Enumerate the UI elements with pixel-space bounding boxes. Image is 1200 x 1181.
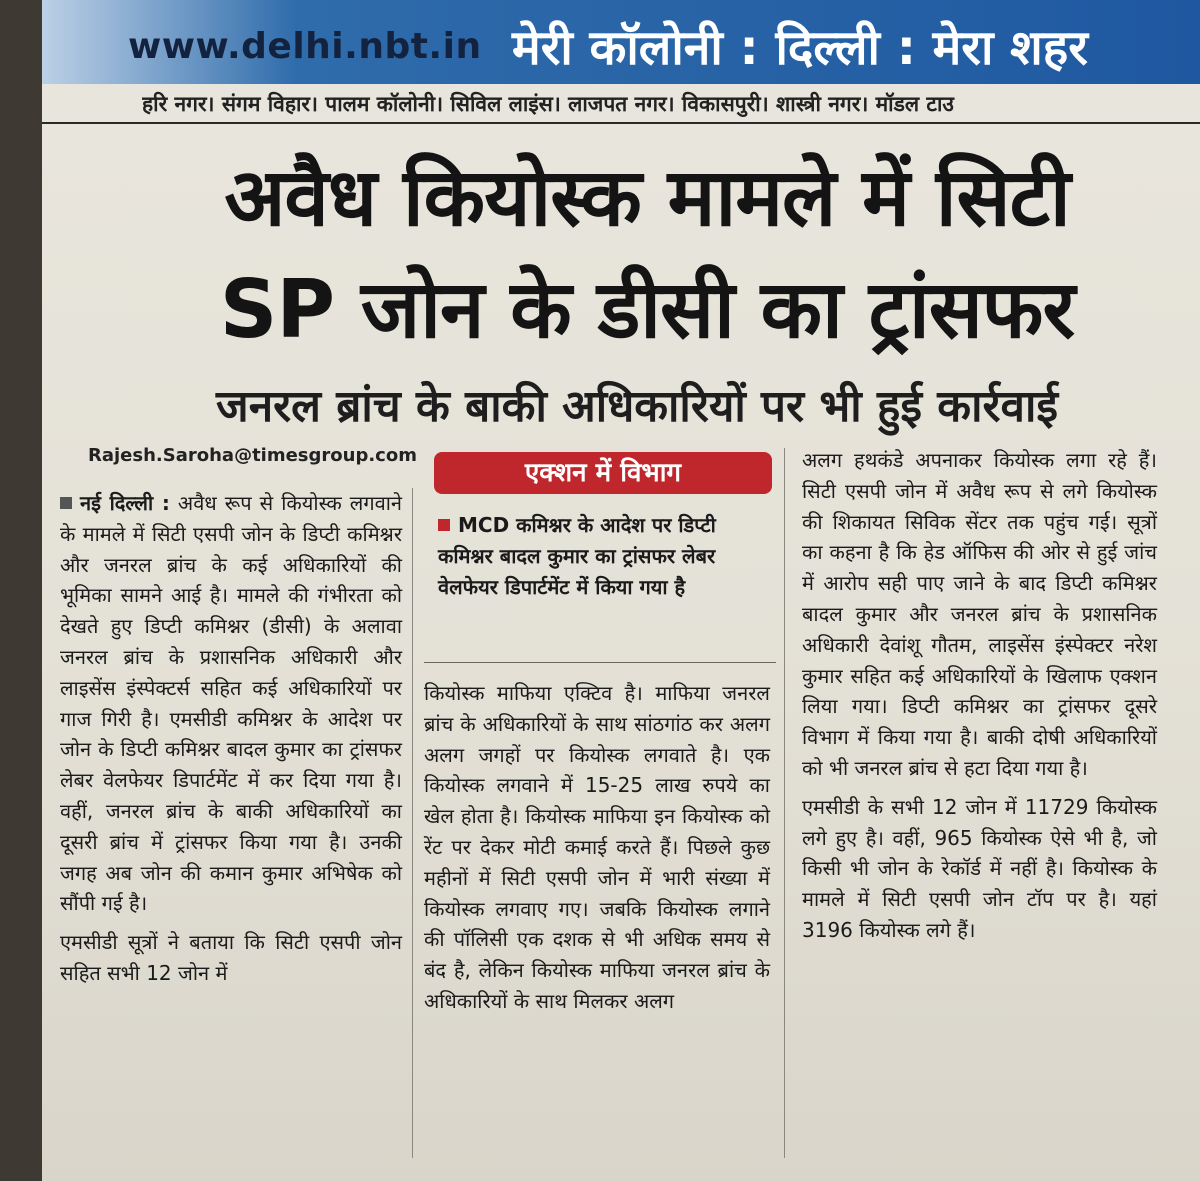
paragraph: एमसीडी के सभी 12 जोन में 11729 कियोस्क लगे हुए है। वहीं, 965 कियोस्क ऐसे भी है, जो किसी भी जोन के रेकॉर्ड में नहीं है। कियोस्क के मामले में सिटी एसपी जोन टॉप पर है। यहां 3196 कियोस्क लगे हैं। [802, 794, 1157, 942]
sidebar-text-content: MCD कमिश्नर के आदेश पर डिप्टी कमिश्नर बादल कुमार का ट्रांसफर लेबर वेलफेयर डिपार्टमेंट में किया गया है [438, 513, 716, 599]
masthead-banner [42, 0, 1200, 84]
article-column-1 [60, 488, 402, 989]
bullet-square-icon [438, 519, 450, 531]
header-divider [42, 122, 1200, 124]
article-column-2 [424, 678, 770, 1017]
column-divider [412, 488, 413, 1158]
paragraph [60, 488, 402, 919]
site-url: www.delhi.nbt.in [128, 26, 482, 67]
column-divider [784, 448, 785, 1158]
sidebar-box [434, 452, 772, 652]
sidebar-text [438, 510, 772, 603]
bullet-square-icon [60, 497, 72, 509]
paragraph: एमसीडी सूत्रों ने बताया कि सिटी एसपी जोन सहित सभी 12 जोन में [60, 930, 402, 985]
headline-line-2: SP जोन के डीसी का ट्रांसफर [219, 263, 1075, 356]
dateline: नई दिल्ली : [80, 491, 170, 515]
article-column-3 [802, 445, 1157, 946]
localities-strip: हरि नगर। संगम विहार। पालम कॉलोनी। सिविल लाइंस। लाजपत नगर। विकासपुरी। शास्त्री नगर। मॉडल टाउ [142, 92, 954, 116]
headline-line-1: अवैध कियोस्क मामले में सिटी [224, 151, 1070, 244]
section-title: मेरी कॉलोनी : दिल्ली : मेरा शहर [512, 20, 1088, 76]
sidebar-divider [424, 662, 776, 663]
paragraph: अलग हथकंडे अपनाकर कियोस्क लगा रहे हैं। सिटी एसपी जोन में अवैध रूप से लगे कियोस्क की शिकायत सिविक सेंटर तक पहुंच गई। सूत्रों का कहना है कि हेड ऑफिस की ओर से हुई जांच में आरोप सही पाए जाने के बाद डिप्टी कमिश्नर बादल कुमार और जनरल ब्रांच के प्रशासनिक अधिकारी देवांशू गौतम, लाइसेंस इंस्पेक्टर नरेश कुमार सहित कई अधिकारियों के खिलाफ एक्शन लिया गया। डिप्टी कमिश्नर का ट्रांसफर दूसरे विभाग में किया गया है। बाकी दोषी अधिकारियों को भी जनरल ब्रांच से हटा दिया गया है। [802, 448, 1157, 780]
paragraph-text: अवैध रूप से कियोस्क लगवाने के मामले में सिटी एसपी जोन के डिप्टी कमिश्नर और जनरल ब्रांच के कई अधिकारियों की भूमिका सामने आई है। मामले की गंभीरता को देखते हुए डिप्टी कमिश्नर (डीसी) के अलावा जनरल ब्रांच के प्रशासनिक अधिकारी और लाइसेंस इंस्पेक्टर्स सहित कई अधिकारियों पर गाज गिरी है। एमसीडी कमिश्नर के आदेश पर जोन के डिप्टी कमिश्नर बादल कुमार का ट्रांसफर लेबर वेलफेयर डिपार्टमेंट में कर दिया गया है। वहीं, जनरल ब्रांच के बाकी अधिकारियों का दूसरी ब्रांच में ट्रांसफर किया गया है। उनकी जगह अब जोन की कमान कुमार अभिषेक को सौंपी गई है। [60, 491, 403, 916]
sidebar-label: एक्शन में विभाग [434, 452, 772, 494]
newspaper-page [42, 0, 1200, 1181]
byline: Rajesh.Saroha@timesgroup.com [88, 445, 417, 466]
paragraph: कियोस्क माफिया एक्टिव है। माफिया जनरल ब्रांच के अधिकारियों के साथ सांठगांठ कर अलग अलग जगहों पर कियोस्क लगवाते है। एक कियोस्क लगवाने में 15-25 लाख रुपये का खेल होता है। कियोस्क माफिया इन कियोस्क को रेंट पर देकर मोटी कमाई करते हैं। पिछले कुछ महीनों में सिटी एसपी जोन में भारी संख्या में कियोस्क लगवाए गए। जबकि कियोस्क लगाने की पॉलिसी एक दशक से भी अधिक समय से बंद है, लेकिन कियोस्क माफिया जनरल ब्रांच के अधिकारियों के साथ मिलकर अलग [424, 681, 770, 1013]
subheadline: जनरल ब्रांच के बाकी अधिकारियों पर भी हुई कार्रवाई [216, 381, 1058, 432]
